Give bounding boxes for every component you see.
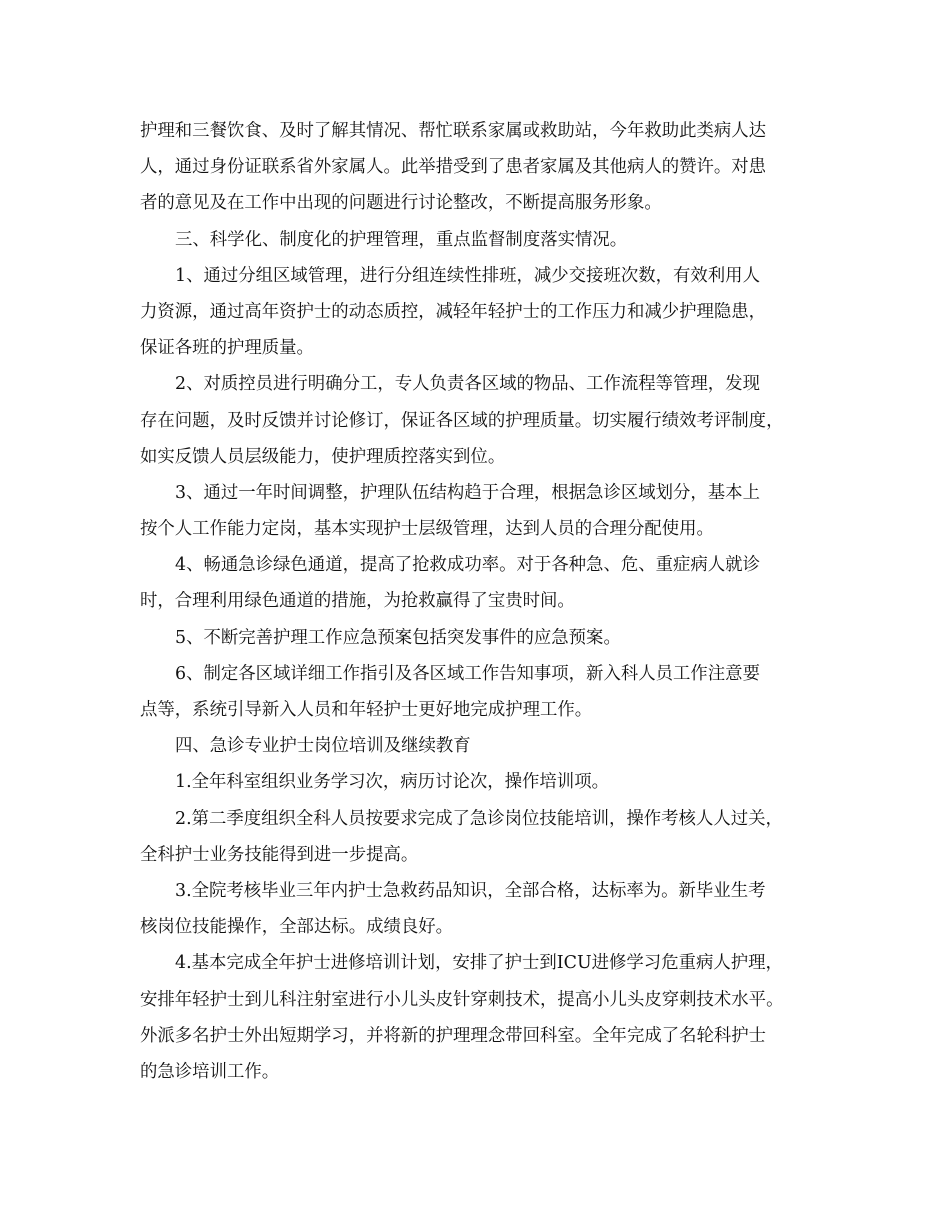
text-line: 外派多名护士外出短期学习，并将新的护理理念带回科室。全年完成了名轮科护士	[140, 1025, 767, 1046]
text-line: 者的意见及在工作中出现的问题进行讨论整改，不断提高服务形象。	[140, 193, 662, 214]
text-line: 1、通过分组区域管理，进行分组连续性排班，减少交接班次数，有效利用人	[175, 265, 760, 286]
text-line: 2.第二季度组织全科人员按要求完成了急诊岗位技能培训，操作考核人人过关，	[175, 808, 783, 829]
text-line: 点等，系统引导新入人员和年轻护士更好地完成护理工作。	[140, 700, 593, 720]
text-line: 1.全年科室组织业务学习次，病历讨论次，操作培训项。	[175, 772, 609, 793]
text-line: 核岗位技能操作，全部达标。成绩良好。	[140, 917, 454, 938]
text-line: 4.基本完成全年护士进修培训计划，安排了护士到ICU进修学习危重病人护理，	[175, 953, 783, 974]
text-line: 2、对质控员进行明确分工，专人负责各区域的物品、工作流程等管理，发现	[175, 374, 760, 395]
text-line: 保证各班的护理质量。	[140, 338, 314, 359]
text-line: 时，合理利用绿色通道的措施，为抢救赢得了宝贵时间。	[140, 591, 575, 612]
text-line: 四、急诊专业护士岗位培训及继续教育	[175, 736, 471, 757]
document-body	[140, 113, 830, 1090]
text-line: 安排年轻护士到儿科注射室进行小儿头皮针穿刺技术，提高小儿头皮穿刺技术水平。	[140, 989, 784, 1010]
text-line: 6、制定各区域详细工作指引及各区域工作告知事项，新入科人员工作注意要	[175, 663, 760, 684]
text-line: 全科护士业务技能得到进一步提高。	[140, 844, 419, 865]
text-line: 4、畅通急诊绿色通道，提高了抢救成功率。对于各种急、危、重症病人就诊	[175, 555, 760, 576]
text-line: 三、科学化、制度化的护理管理，重点监督制度落实情况。	[175, 229, 628, 250]
text-line: 的急诊培训工作。	[140, 1061, 280, 1082]
text-line: 存在问题，及时反馈并讨论修订，保证各区域的护理质量。切实履行绩效考评制度，	[140, 410, 784, 431]
text-line: 3.全院考核毕业三年内护士急救药品知识，全部合格，达标率为。新毕业生考	[175, 880, 766, 901]
text-line: 如实反馈人员层级能力，使护理质控落实到位。	[140, 446, 506, 467]
text-line: 按个人工作能力定岗，基本实现护士层级管理，达到人员的合理分配使用。	[140, 519, 714, 540]
text-line: 人，通过身份证联系省外家属人。此举措受到了患者家属及其他病人的赞许。对患	[140, 157, 767, 178]
text-line: 5、不断完善护理工作应急预案包括突发事件的应急预案。	[175, 627, 621, 648]
text-line: 3、通过一年时间调整，护理队伍结构趋于合理，根据急诊区域划分，基本上	[175, 482, 760, 503]
text-line: 护理和三餐饮食、及时了解其情况、帮忙联系家属或救助站，今年救助此类病人达	[140, 121, 767, 141]
text-line: 力资源，通过高年资护士的动态质控，减轻年轻护士的工作压力和减少护理隐患，	[140, 301, 767, 322]
